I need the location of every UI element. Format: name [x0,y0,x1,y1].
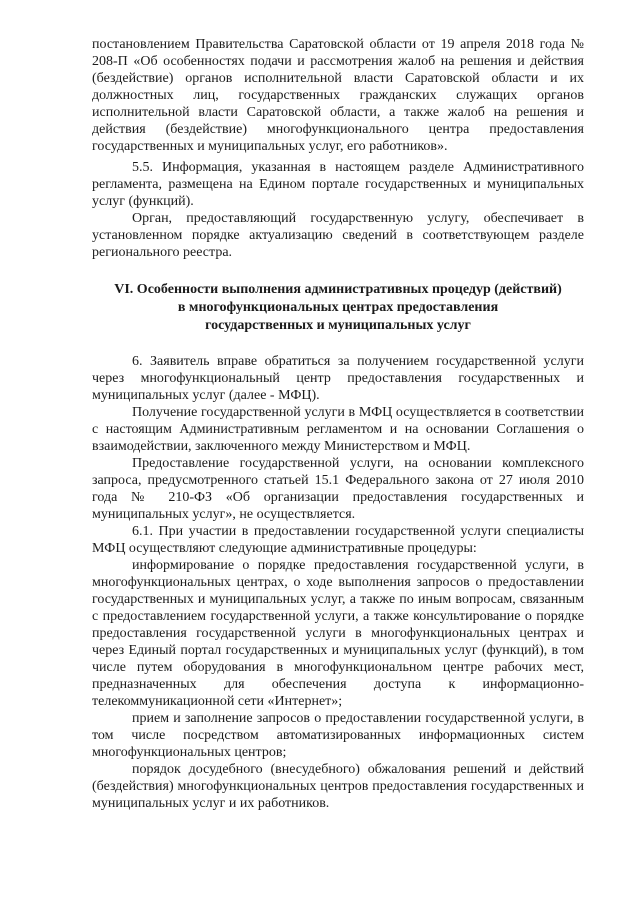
paragraph-6: 6. Заявитель вправе обратиться за получением государственной услуги через многофункциональный центр предоставления государственных и муниципальных услуг (далее - МФЦ). [92,354,584,403]
section-heading-line-3: государственных и муниципальных услуг [205,318,471,333]
section-heading-line-2: в многофункциональных центрах предоставления [177,300,499,315]
paragraph-5-5: 5.5. Информация, указанная в настоящем разделе Административного регламента, размещена на Едином портале государственных и муниципальных услуг (функций). [92,160,584,209]
paragraph-6-1: 6.1. При участии в предоставлении государственной услуги специалисты МФЦ осуществляют следующие административные процедуры: [92,524,584,556]
section-heading-vi [92,281,584,335]
list-item-appeal-procedure: порядок досудебного (внесудебного) обжалования решений и действий (бездействия) многофункциональных центров предоставления государственных и муниципальных услуг и их работников. [92,762,584,811]
paragraph-mfc-receipt: Получение государственной услуги в МФЦ осуществляется в соответствии с настоящим Административным регламентом и на основании Соглашения о взаимодействии, заключенного между Министерством и МФЦ. [92,405,584,454]
paragraph-organ-actualization: Орган, предоставляющий государственную услугу, обеспечивает в установленном порядке актуализацию сведений в соответствующем разделе регионального реестра. [92,211,584,260]
paragraph-continuation: постановлением Правительства Саратовской области от 19 апреля 2018 года № 208-П «Об особенностях подачи и рассмотрения жалоб на решения и действия (бездействие) органов исполнительной власти Саратовской области и их должностных лиц, государственных гражданских служащих органов исполнительной власти Саратовской области, а также жалоб на решения и действия (бездействие) многофункционального центра предоставления государственных и муниципальных услуг, его работников». [92,37,584,154]
list-item-request-intake: прием и заполнение запросов о предоставлении государственной услуги, в том числе посредством автоматизированных информационных систем многофункциональных центров; [92,711,584,760]
paragraph-complex-request: Предоставление государственной услуги, на основании комплексного запроса, предусмотренного статьей 15.1 Федерального закона от 27 июля 2010 года № 210-ФЗ «Об организации предоставления государственных и муниципальных услуг», не осуществляется. [92,456,584,522]
list-item-informing: информирование о порядке предоставления государственной услуги, в многофункциональных центрах, о ходе выполнения запросов о предоставлении государственных и муниципальных услуг, а также по иным вопросам, связанным с предоставлением государственной услуги, а также консультирование о порядке предоставления государственной услуги в многофункциональных центрах и через Единый портал государственных и муниципальных услуг (функций), в том числе путем оборудования в многофункциональном центре рабочих мест, предназначенных для обеспечения доступа к информационно-телекоммуникационной сети «Интернет»; [92,558,584,709]
section-heading-line-1: VI. Особенности выполнения административных процедур (действий) [114,282,562,297]
